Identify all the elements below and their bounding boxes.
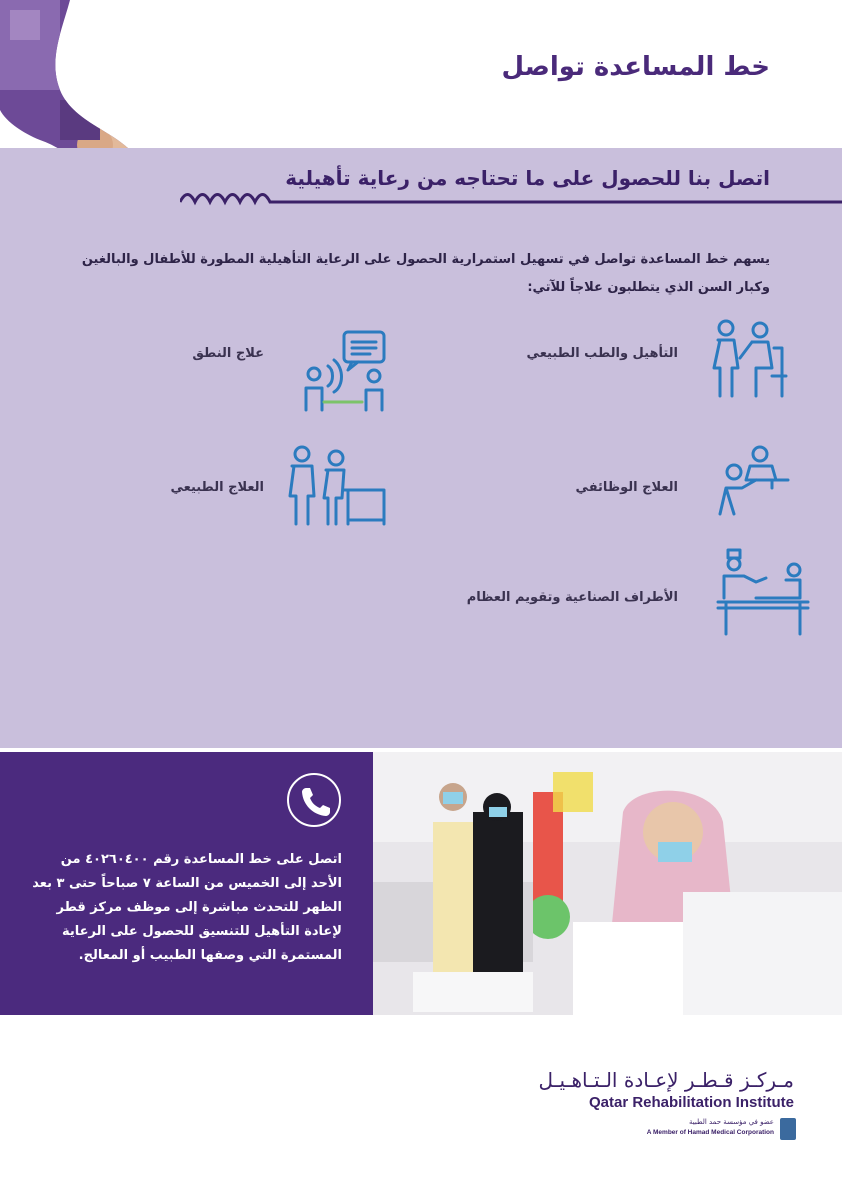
service-label-speech: علاج النطق xyxy=(192,346,264,361)
logo-english: Qatar Rehabilitation Institute xyxy=(588,1094,794,1111)
service-label-prosthetics: الأطراف الصناعية وتقويم العظام xyxy=(466,590,678,605)
speech-therapy-icon xyxy=(300,330,388,414)
prosthetics-orthotics-icon xyxy=(716,548,810,636)
wave-divider xyxy=(180,186,842,208)
section-subtitle: اتصل بنا للحصول على ما تحتاجه من رعاية تأهيلية xyxy=(285,166,770,190)
rehab-medicine-icon xyxy=(712,318,788,400)
occupational-therapy-icon xyxy=(716,444,790,520)
service-label-rehab: التأهيل والطب الطبيعي xyxy=(526,346,678,361)
intro-paragraph: يسهم خط المساعدة تواصل في تسهيل استمرارية الحصول على الرعاية التأهيلية المطورة للأطفال والبالغين وكبار السن الذي يتطلبون علاجاً للآتي: xyxy=(81,252,770,295)
staff-photo xyxy=(373,752,842,1015)
page-title: خط المساعدة تواصل xyxy=(501,52,770,82)
member-text-english: A Member of Hamad Medical Corporation xyxy=(646,1129,774,1136)
member-text-arabic: عضو في مؤسسة حمد الطبية xyxy=(688,1118,774,1126)
service-label-physio: العلاج الطبيعي xyxy=(170,480,264,495)
logo-arabic: مـركـز قـطـر لإعـادة الـتـاهـيـل xyxy=(538,1068,794,1092)
phone-icon xyxy=(287,773,341,827)
physiotherapy-icon xyxy=(288,444,388,528)
hmc-logo-icon xyxy=(780,1118,796,1140)
service-label-occupational: العلاج الوظائفي xyxy=(575,480,678,495)
contact-text: اتصل على خط المساعدة رقم ٤٠٢٦٠٤٠٠ من الأحد إلى الخميس من الساعة ٧ صباحاً حتى ٣ بعد الظهر للتحدث مباشرة إلى موظف مركز قطر لإعادة التأهيل للتنسيق للحصول على الرعاية المستمرة التي وصفها الطبيب أو المعالج. xyxy=(32,852,342,963)
